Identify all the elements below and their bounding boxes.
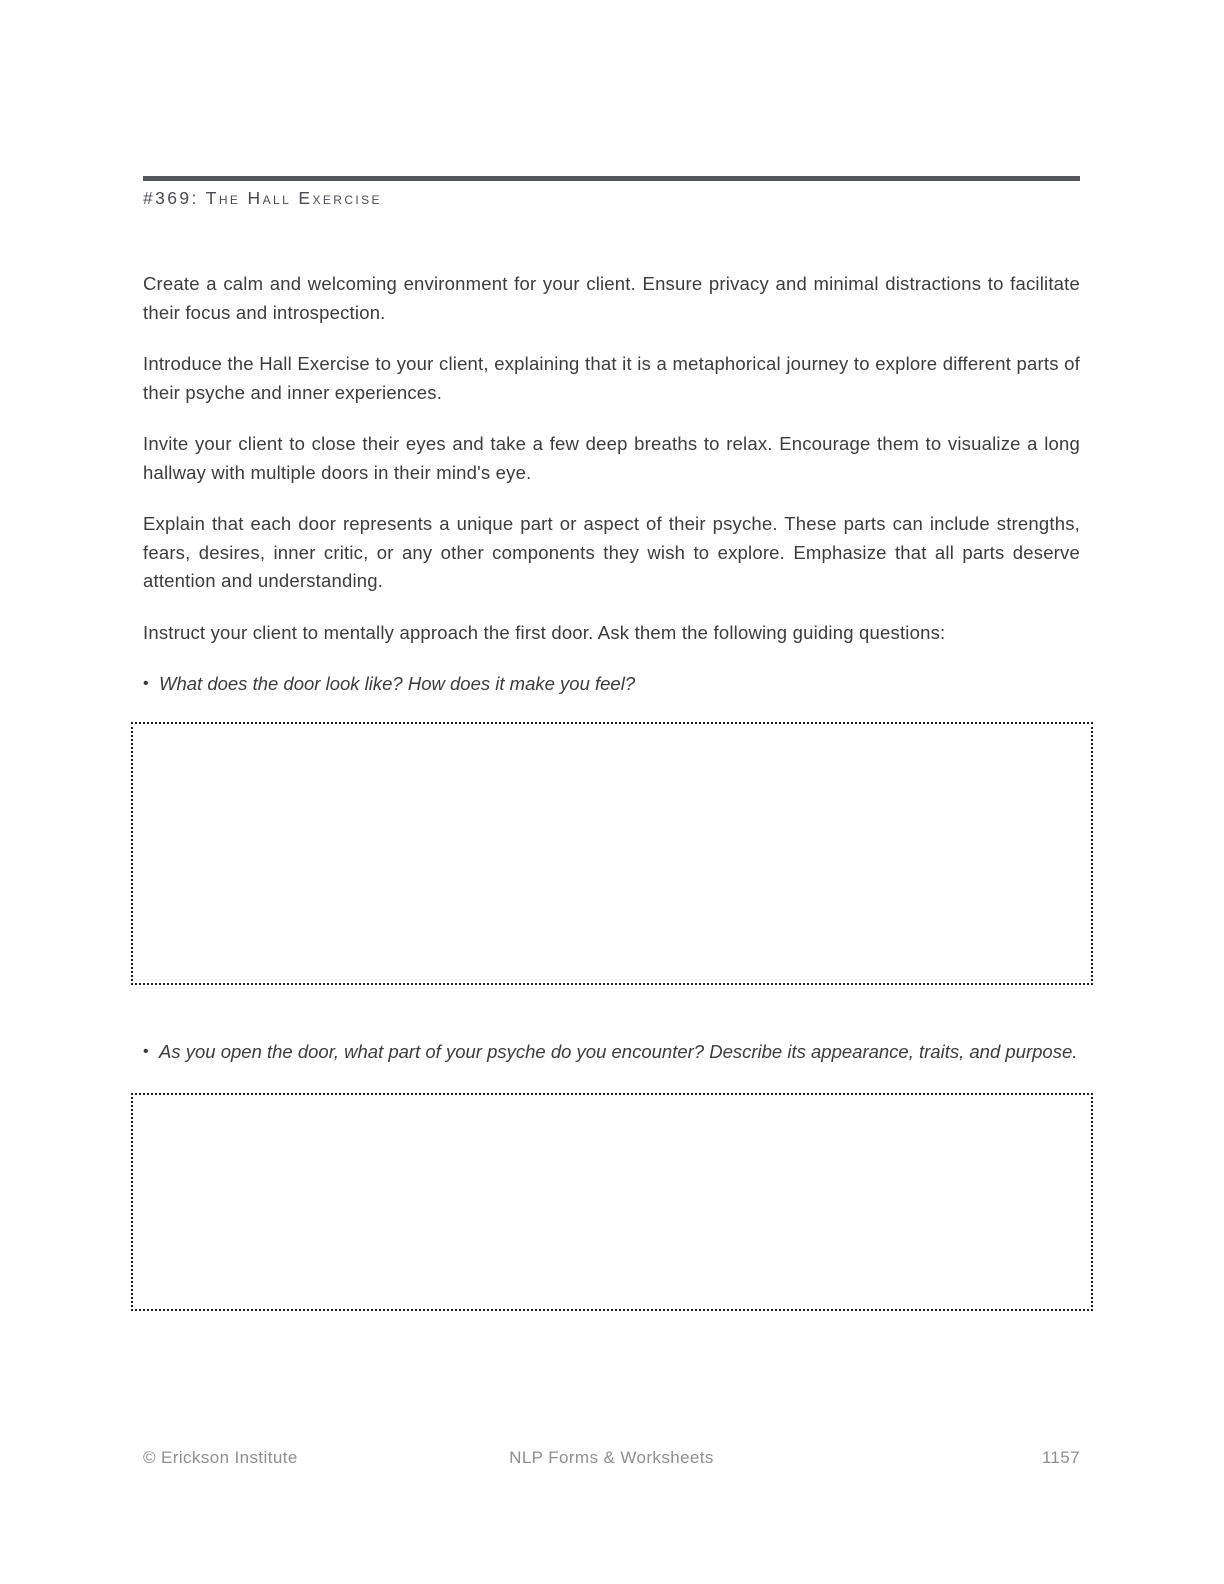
bullet-icon: •: [143, 675, 149, 692]
question-1: [143, 670, 1080, 699]
paragraph-introduce: Introduce the Hall Exercise to your client, explaining that it is a metaphorical journey to explore different parts of their psyche and inner experiences.: [143, 353, 1080, 403]
footer-book-title: NLP Forms & Worksheets: [509, 1448, 714, 1467]
paragraph-instruct: Instruct your client to mentally approach the first door. Ask them the following guiding questions:: [143, 621, 946, 643]
footer-page-number: 1157: [1041, 1448, 1080, 1467]
question-2-label: As you open the door, what part of your psyche do you encounter? Describe its appearance, traits, and purpose.: [159, 1040, 1078, 1062]
question-2: [143, 1038, 1080, 1067]
page-footer: [143, 1448, 1080, 1468]
page-title: #369: The Hall Exercise: [143, 188, 382, 208]
paragraph-invite: Invite your client to close their eyes and take a few deep breaths to relax. Encourage them to visualize a long hallway with multiple doors in their mind's eye.: [143, 433, 1080, 483]
title-rule: [143, 176, 1080, 181]
question-1-label: What does the door look like? How does it make you feel?: [159, 673, 636, 694]
page-content: [143, 0, 1080, 1311]
footer-copyright: © Erickson Institute: [143, 1448, 298, 1467]
paragraph-explain: Explain that each door represents a unique part or aspect of their psyche. These parts can include strengths, fears, desires, inner critic, or any other components they wish to explore. Emphasize that all parts deserve attention and understanding.: [143, 513, 1080, 591]
answer-box-2[interactable]: [131, 1093, 1093, 1311]
answer-box-1[interactable]: [131, 722, 1093, 985]
paragraph-environment: Create a calm and welcoming environment for your client. Ensure privacy and minimal distractions to facilitate their focus and introspection.: [143, 273, 1080, 323]
bullet-icon: •: [143, 1042, 149, 1060]
